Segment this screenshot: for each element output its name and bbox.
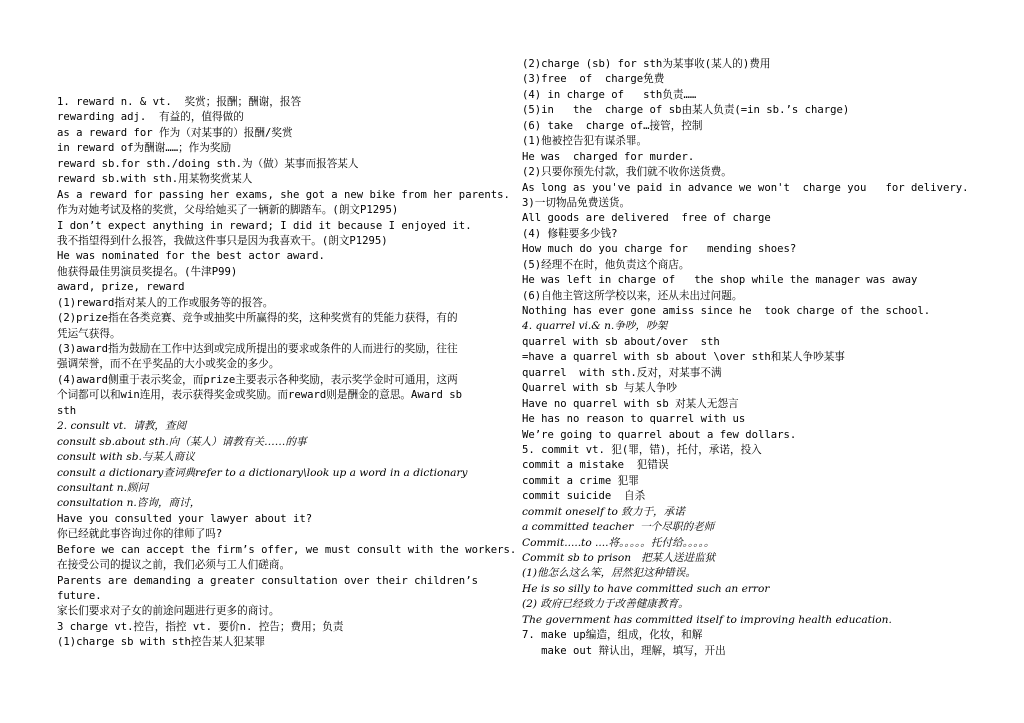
left-column-text-line: sth [57, 404, 77, 417]
left-column-text-line: consult sb.about sth.向（某人）请教有关……的事 [57, 435, 307, 448]
left-column-text-line: (1)reward指对某人的工作或服务等的报答。 [57, 296, 274, 309]
right-column-text-line: Nothing has ever gone amiss since he took charge of the school. [522, 305, 931, 317]
right-column-text-line: He was left in charge of the shop while the manager was away [522, 274, 918, 287]
right-column-text-line: commit a mistake 犯错误 [522, 459, 669, 472]
left-column-text-line: 你已经就此事咨询过你的律师了吗? [57, 528, 223, 541]
left-column-text-line: 家长们要求对子女的前途问题进行更多的商讨。 [57, 605, 280, 618]
left-column-text-line: consultation n.咨询，商讨， [57, 497, 201, 510]
right-column-text-line: 4. quarrel vi.& n.争吵，吵架 [522, 320, 668, 333]
left-column-text-line: He was nominated for the best actor award. [57, 250, 325, 263]
left-column-text-line: Have you consulted your lawyer about it? [57, 512, 313, 525]
left-column-text-line: award, prize, reward [57, 281, 185, 294]
left-column-text-line: future. [57, 590, 102, 602]
right-column-text-line: (2)只要你预先付款，我们就不收你送货费。 [522, 166, 732, 179]
right-column-text-line: commit suicide 自杀 [522, 490, 646, 503]
left-column-text-line: 凭运气获得。 [57, 327, 121, 340]
left-column-text-line: I don’t expect anything in reward; I did it because I enjoyed it. [57, 219, 472, 232]
right-column-text-line: (2) 政府已经致力于改善健康教育。 [522, 598, 689, 611]
left-column-text-line: 2. consult vt. 请教，查阅 [57, 420, 187, 433]
left-column-text-line: 强调荣誉，而不在乎奖品的大小或奖金的多少。 [57, 358, 280, 371]
right-column-text-line: (4) in charge of sth负责…… [522, 88, 697, 101]
right-column-text-line: commit a crime 犯罪 [522, 474, 639, 487]
right-column-text-line: (5)in the charge of sb由某人负责(=in sb.’s charge) [522, 104, 850, 117]
right-column [522, 0, 992, 659]
left-column-text-line: (4)award侧重于表示奖金，而prize主要表示各种奖励，表示奖学金时可通用，这两 [57, 373, 458, 386]
right-column-text-line: (5)经理不在时，他负责这个商店。 [522, 258, 690, 271]
left-column-text-line: (3)award指为鼓励在工作中达到或完成所提出的要求或条件的人而进行的奖励，往往 [57, 343, 458, 355]
left-column-text-line: As a reward for passing her exams, she got a new bike from her parents. [57, 188, 510, 201]
right-column-text-line: =have a quarrel with sb about \over sth和某人争吵某事 [522, 351, 845, 364]
left-column-text-line: Parents are demanding a greater consultation over their children’s [57, 574, 478, 587]
left-column-text-line: reward sb.for sth./doing sth.为（做）某事而报答某人 [57, 157, 359, 170]
right-column-text-line: (4) 修鞋要多少钱? [522, 227, 618, 240]
right-column-text-line: The government has committed itself to improving health education. [522, 613, 892, 626]
right-column-text-line: 5. commit vt. 犯(罪，错)，托付，承诺，投入 [522, 443, 762, 456]
left-column-text-line: as a reward for 作为（对某事的）报酬/奖赏 [57, 126, 293, 139]
left-column-text-line: Before we can accept the firm’s offer, we must consult with the workers. [57, 543, 517, 556]
right-column-text-line: (6) take charge of…接管，控制 [522, 119, 703, 132]
left-column-text-line: consult a dictionary查词典refer to a dictionary\look up a word in a dictionary [57, 466, 468, 479]
right-column-text-line: He was charged for murder. [522, 150, 695, 163]
right-column-text-line: (1)他怎么这么笨，居然犯这种错误。 [522, 567, 696, 580]
right-column-text-line: (6)自他主管这所学校以来，还从未出过问题。 [522, 289, 743, 302]
right-column-text-line: 7. make up编造，组成，化妆，和解 [522, 629, 703, 642]
left-column-text-line: rewarding adj. 有益的，值得做的 [57, 111, 244, 124]
left-column-text-line: 1. reward n. & vt. 奖赏；报酬；酬谢，报答 [57, 96, 302, 108]
right-column-text-line: quarrel with sth.反对，对某事不满 [522, 366, 722, 379]
right-column-text-line: (3)free of charge免费 [522, 73, 665, 86]
left-column-text-line: consult with sb.与某人商议 [57, 451, 195, 464]
left-column-text-line: (2)prize指在各类竞赛、竞争或抽奖中所赢得的奖，这种奖赏有的凭能力获得，有的 [57, 312, 458, 325]
right-column-text-line: make out 辩认出，理解，填写，开出 [522, 644, 726, 657]
left-column-text-line: 他获得最佳男演员奖提名。(牛津P99) [57, 265, 238, 278]
left-column-text-line: reward sb.with sth.用某物奖赏某人 [57, 173, 253, 186]
right-column-text-line: a committed teacher 一个尽职的老师 [522, 521, 715, 534]
right-column-text-line: Commit sb to prison 把某人送进监狱 [522, 552, 716, 564]
left-column-text-line: 在接受公司的提议之前，我们必须与工人们磋商。 [57, 559, 291, 572]
left-column-text-line: in reward of为酬谢……；作为奖励 [57, 142, 232, 155]
right-column-text-line: Commit.....to ....将。。。。。托付给。。。。。 [522, 536, 715, 549]
left-column [57, 0, 517, 651]
left-column-text-line: consultant n.顾问 [57, 481, 149, 494]
right-column-text-line: All goods are delivered free of charge [522, 212, 771, 225]
right-column-text-line: He is so silly to have committed such an error [522, 582, 770, 595]
right-column-text-line: (2)charge (sb) for sth为某事收(某人的)费用 [522, 58, 771, 70]
right-column-text-line: commit oneself to 致力于，承诺 [522, 505, 685, 518]
right-column-text-line: quarrel with sb about/over sth [522, 335, 720, 348]
left-column-text-line: 作为对她考试及格的奖赏，父母给她买了一辆新的脚踏车。(朗文P1295) [57, 204, 399, 217]
right-column-text-line: As long as you've paid in advance we won't charge you for delivery. [522, 181, 969, 194]
right-column-text-line: Have no quarrel with sb 对某人无怨言 [522, 397, 739, 410]
right-column-text-line: We’re going to quarrel about a few dollars. [522, 428, 797, 441]
left-column-text-line: (1)charge sb with sth控告某人犯某罪 [57, 636, 266, 649]
left-column-text-line: 我不指望得到什么报答，我做这件事只是因为我喜欢干。(朗文P1295) [57, 234, 388, 247]
left-column-text-line: 个词都可以和win连用，表示获得奖金或奖励。而reward则是酬金的意思。Award sb [57, 389, 463, 402]
right-column-text-line: 3)一切物品免费送货。 [522, 196, 631, 209]
left-column-text-line: 3 charge vt.控告，指控 vt. 要价n. 控告；费用；负责 [57, 620, 344, 633]
right-column-text-line: (1)他被控告犯有谋杀罪。 [522, 135, 648, 148]
right-column-text-line: How much do you charge for mending shoes? [522, 243, 797, 256]
right-column-text-line: He has no reason to quarrel with us [522, 413, 746, 426]
right-column-text-line: Quarrel with sb 与某人争吵 [522, 382, 678, 395]
